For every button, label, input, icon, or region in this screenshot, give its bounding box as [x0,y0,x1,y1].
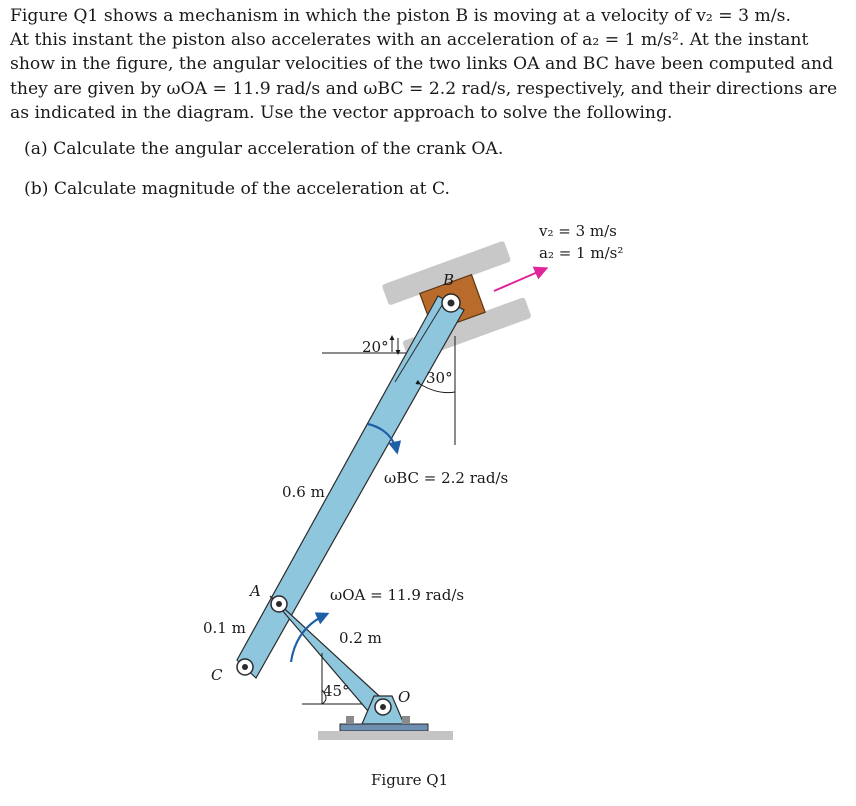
label-length-ac: 0.1 m [203,619,246,637]
label-angle-30: 30° [426,369,453,387]
question-a: (a) Calculate the angular acceleration of the crank OA. [24,139,504,159]
label-omega-bc: ωBC = 2.2 rad/s [384,469,509,487]
label-ab: a₂ = 1 m/s² [539,244,624,262]
problem-line-3: show in the figure, the angular velocities of the two links OA and BC have been computed and [10,54,834,75]
label-omega-oa: ωOA = 11.9 rad/s [330,586,465,604]
label-o: O [398,688,411,706]
question-b: (b) Calculate magnitude of the acceleration at C. [24,179,450,199]
ground-support [318,696,453,740]
problem-line-5: as indicated in the diagram. Use the vector approach to solve the following. [10,102,673,123]
label-angle-45: 45° [323,682,350,700]
problem-line-1: Figure Q1 shows a mechanism in which the piston B is moving at a velocity of v₂ = 3 m/s. [10,6,791,26]
label-angle-20: 20° [362,338,389,356]
figure-caption: Figure Q1 [371,771,449,789]
label-length-bc: 0.6 m [282,483,325,501]
label-a: A [250,582,261,600]
problem-line-4: they are given by ωOA = 11.9 rad/s and ωBC = 2.2 rad/s, respectively, and their directions are [10,78,838,99]
label-length-oa: 0.2 m [339,629,382,647]
velocity-arrow-b [494,268,547,291]
label-vb: v₂ = 3 m/s [539,222,617,240]
problem-line-2: At this instant the piston also accelerates with an acceleration of a₂ = 1 m/s². At the instant [10,30,809,51]
label-c: C [211,666,223,684]
label-b: B [443,271,455,289]
